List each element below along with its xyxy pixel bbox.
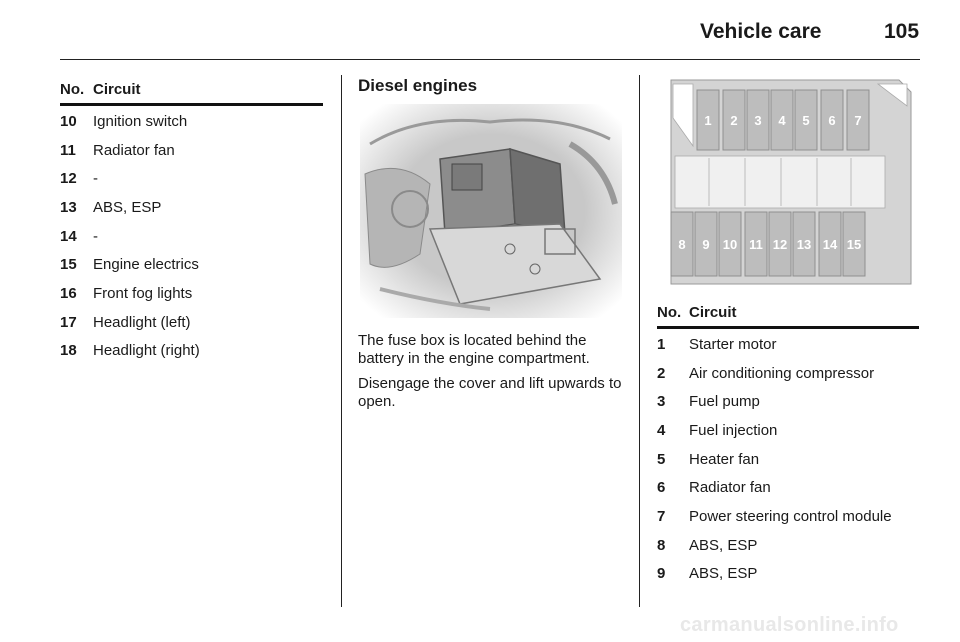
circuit-name: Headlight (left) — [93, 313, 191, 331]
table-row — [657, 416, 919, 445]
circuit-name: Fuel injection — [689, 421, 778, 439]
fuse-number: 4 — [657, 421, 666, 439]
circuit-name: ABS, ESP — [689, 565, 758, 583]
section-title: Diesel engines — [358, 76, 478, 95]
circuit-name: ABS, ESP — [689, 536, 758, 554]
table-row — [60, 136, 323, 165]
circuit-name: - — [93, 170, 98, 188]
fuse-number: 10 — [60, 112, 77, 130]
table-row — [657, 330, 919, 359]
fuse-row-top — [697, 90, 869, 150]
table-row — [60, 250, 323, 279]
table-header — [657, 299, 919, 329]
table-row — [657, 387, 919, 416]
table-row — [60, 279, 323, 308]
engine-compartment-photo — [360, 104, 622, 318]
page-number: 105 — [884, 20, 920, 43]
fuse-number: 3 — [657, 393, 666, 411]
fuse-number: 16 — [60, 284, 77, 302]
table-row — [60, 164, 323, 193]
circuit-name: Power steering control module — [689, 507, 892, 525]
fuse-label: 6 — [828, 113, 836, 128]
fuse-number: 9 — [657, 565, 666, 583]
column-header-circuit: Circuit — [689, 304, 737, 321]
fuse-number: 8 — [657, 536, 666, 554]
table-row — [657, 445, 919, 474]
circuit-name: Starter motor — [689, 335, 777, 353]
fuse-label: 15 — [846, 237, 862, 252]
paragraph-location: The fuse box is located behind the battery in the engine compartment. — [358, 332, 590, 367]
table-row — [60, 308, 323, 337]
fuse-label: 3 — [754, 113, 762, 128]
fuse-label: 7 — [854, 113, 862, 128]
fuse-number: 17 — [60, 313, 77, 331]
table-row — [60, 222, 323, 251]
table-row — [60, 337, 323, 366]
column-divider-left — [341, 75, 342, 607]
circuit-name: ABS, ESP — [93, 198, 162, 216]
table-row — [657, 359, 919, 388]
fuse-label: 2 — [730, 113, 738, 128]
fuse-number: 15 — [60, 256, 77, 274]
fuse-label: 9 — [702, 237, 710, 252]
watermark: carmanualsonline.info — [680, 614, 899, 636]
fuse-number: 1 — [657, 335, 666, 353]
table-row — [60, 107, 323, 136]
table-row — [657, 473, 919, 502]
fuse-number: 14 — [60, 227, 77, 245]
circuit-name: Radiator fan — [93, 141, 175, 159]
fuse-number: 5 — [657, 450, 666, 468]
fuse-number: 12 — [60, 170, 77, 188]
column-divider-right — [639, 75, 640, 607]
circuit-name: Fuel pump — [689, 393, 760, 411]
fuse-table-left — [60, 76, 323, 365]
page-title: Vehicle care — [700, 20, 822, 43]
column-header-circuit: Circuit — [93, 81, 141, 98]
fuse-label: 8 — [678, 237, 686, 252]
fuse-label: 11 — [749, 237, 763, 252]
header-rule — [60, 59, 920, 60]
circuit-name: - — [93, 227, 98, 245]
fuse-label: 12 — [772, 237, 788, 252]
fuse-number: 13 — [60, 198, 77, 216]
fuse-number: 11 — [60, 141, 76, 159]
table-header — [60, 76, 323, 106]
fuse-box-diagram — [663, 76, 913, 288]
fuse-label: 10 — [722, 237, 738, 252]
table-row — [657, 502, 919, 531]
fuse-number: 6 — [657, 479, 666, 497]
circuit-name: Engine electrics — [93, 256, 199, 274]
column-header-no: No. — [60, 81, 85, 98]
table-row — [60, 193, 323, 222]
column-header-no: No. — [657, 304, 682, 321]
paragraph-instructions: Disengage the cover and lift upwards to open. — [358, 375, 622, 410]
fuse-number: 7 — [657, 507, 666, 525]
circuit-name: Radiator fan — [689, 479, 771, 497]
fuse-label: 4 — [778, 113, 786, 128]
fuse-label: 14 — [822, 237, 838, 252]
fuse-table-right — [657, 299, 919, 588]
table-row — [657, 531, 919, 560]
circuit-name: Ignition switch — [93, 112, 188, 130]
circuit-name: Headlight (right) — [93, 342, 200, 360]
fuse-label: 13 — [796, 237, 812, 252]
circuit-name: Air conditioning compressor — [689, 364, 875, 382]
fuse-label: 5 — [802, 113, 810, 128]
fuse-label: 1 — [704, 113, 712, 128]
circuit-name: Heater fan — [689, 450, 760, 468]
circuit-name: Front fog lights — [93, 284, 193, 302]
fuse-number: 18 — [60, 342, 77, 360]
table-row — [657, 560, 919, 589]
fuse-number: 2 — [657, 364, 666, 382]
